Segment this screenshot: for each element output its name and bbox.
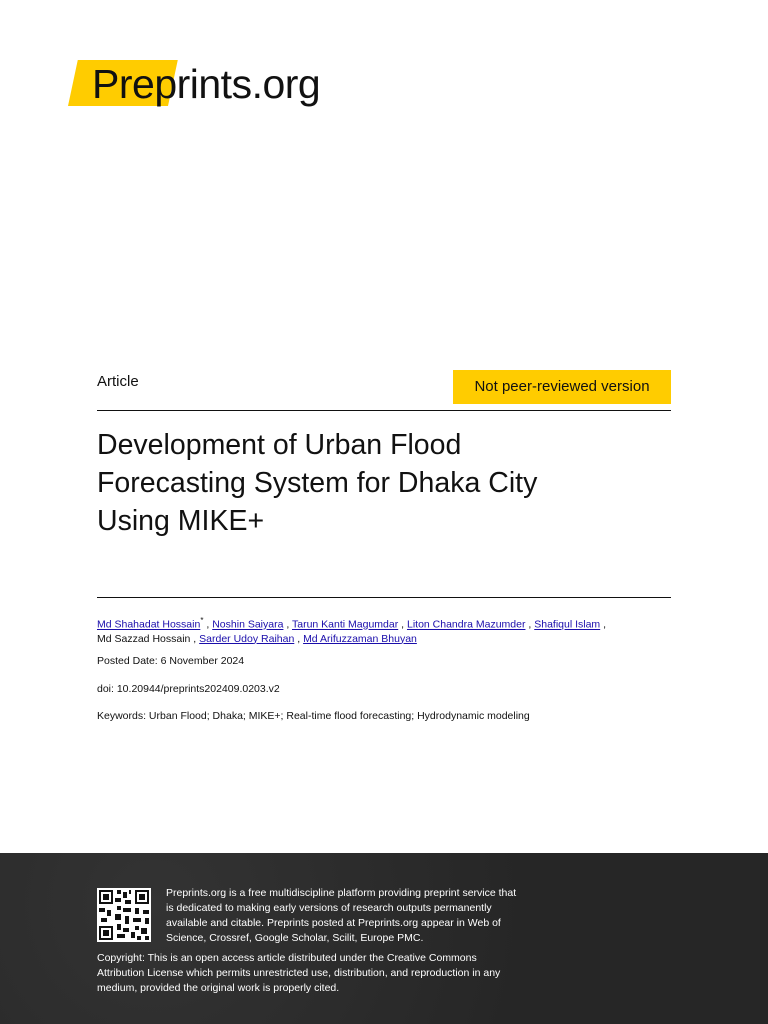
footer-about-line: Science, Crossref, Google Scholar, Scilit, Europe PMC. xyxy=(166,932,424,944)
footer-copyright-line: Copyright: This is an open access article distributed under the Creative Commons xyxy=(97,952,477,964)
logo-text xyxy=(92,60,320,108)
logo-rest: prints.org xyxy=(154,61,321,107)
divider-top xyxy=(97,410,671,411)
author-link[interactable]: Md Arifuzzaman Bhuyan xyxy=(303,632,417,645)
title-line-2: Forecasting System for Dhaka City xyxy=(97,467,538,499)
author-link[interactable]: Liton Chandra Mazumder xyxy=(406,618,526,631)
title-line-3: Using MIKE+ xyxy=(97,505,265,537)
author-line-1: Md Shahadat Hossain* , Noshin Saiyara , Tarun Kanti Magumdar , Liton Chandra Mazumder , Shafiqul Islam , xyxy=(97,616,607,631)
peer-review-badge: Not peer-reviewed version xyxy=(453,370,671,404)
footer-about-line: Preprints.org is a free multidiscipline platform providing preprint service that xyxy=(166,887,517,899)
author-list xyxy=(97,614,677,646)
posted-date: Posted Date: 6 November 2024 xyxy=(97,655,245,667)
article-title xyxy=(97,426,657,540)
doi: doi: 10.20944/preprints202409.0203.v2 xyxy=(97,683,280,695)
qr-code-icon[interactable] xyxy=(97,888,151,942)
keywords: Keywords: Urban Flood; Dhaka; MIKE+; Real-time flood forecasting; Hydrodynamic modeling xyxy=(97,710,530,722)
corresponding-mark: * xyxy=(200,616,204,625)
footer-about xyxy=(166,886,586,946)
divider-bottom xyxy=(97,597,671,598)
author-name: Md Sazzad Hossain xyxy=(97,632,191,645)
author-link[interactable]: Sarder Udoy Raihan xyxy=(199,632,295,645)
article-type: Article xyxy=(97,373,139,390)
footer-about-line: is dedicated to making early versions of research outputs permanently xyxy=(166,902,492,914)
title-line-1: Development of Urban Flood xyxy=(97,429,462,461)
author-link[interactable]: Md Shahadat Hossain xyxy=(97,618,201,631)
footer-copyright-line: medium, provided the original work is properly cited. xyxy=(97,982,340,994)
author-link[interactable]: Shafiqul Islam xyxy=(534,618,601,631)
author-link[interactable]: Noshin Saiyara xyxy=(212,618,284,631)
author-line-2: Md Sazzad Hossain , Sarder Udoy Raihan , Md Arifuzzaman Bhuyan xyxy=(97,632,417,645)
logo-pre: Pre xyxy=(92,61,155,107)
footer-about-line: available and citable. Preprints posted at Preprints.org appear in Web of xyxy=(166,917,501,929)
footer-copyright xyxy=(97,951,597,996)
footer-copyright-line: Attribution License which permits unrestricted use, distribution, and reproduction in any xyxy=(97,967,501,979)
author-link[interactable]: Tarun Kanti Magumdar xyxy=(291,618,399,631)
